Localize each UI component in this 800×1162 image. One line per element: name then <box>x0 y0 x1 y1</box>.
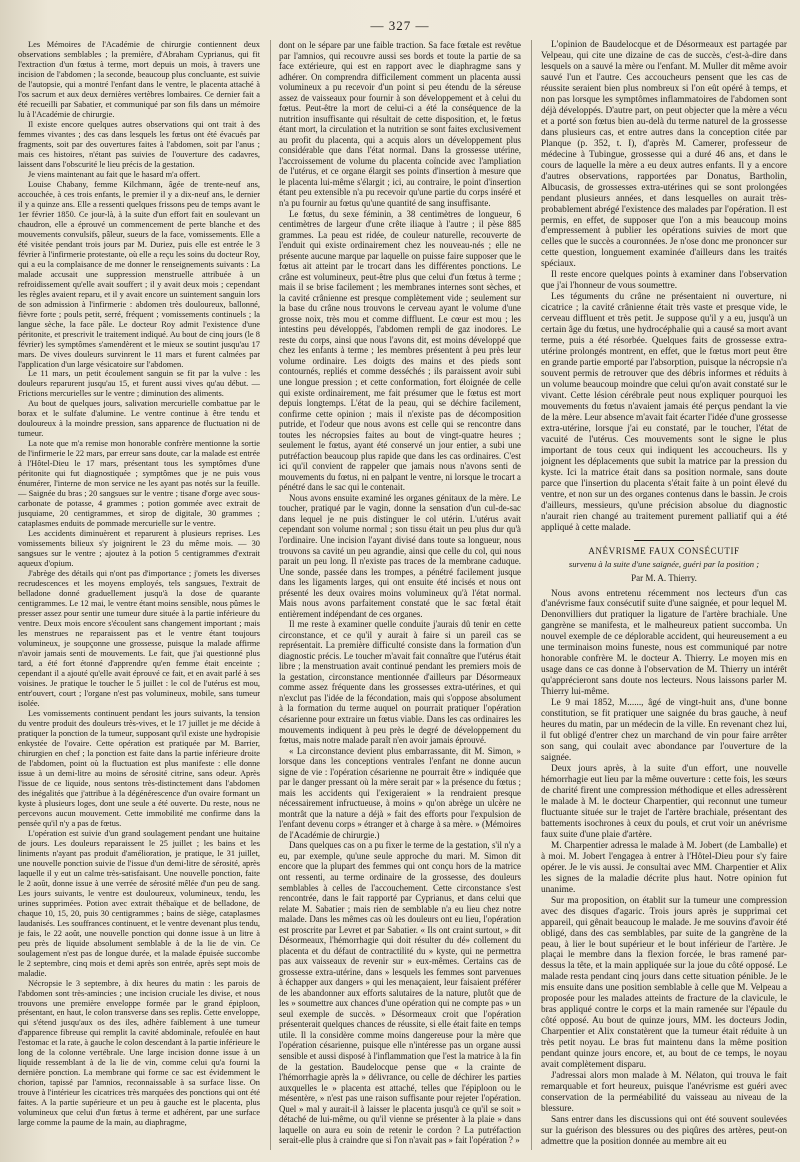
paragraph: Les vomissements continuent pendant les jours suivants, la tension du ventre produit des douleurs très-vives, et le 17 juillet je me décide à pratiquer la ponction de la tumeur, supposant qu'il existe une hydropisie enkystée de l'ovaire. Cette opération est pratiquée par M. Barrier, chirurgien en chef ; la ponction est faite dans la partie inférieure droite de l'abdomen, point où la fluctuation est plus manifeste : elle donne issue à un demi-litre au moins de sérosité citrine, sans odeur. Après l'issue de ce liquide, nous sentons très-distinctement dans l'abdomen des inégalités que j'attribue à la dégénérescence d'un ovaire formant un kyste à plusieurs loges, dont une seule a été ouverte. Du reste, nous ne percevons aucun mouvement. Cette immobilité me confirme dans la pensée qu'il n'y a pas de fœtus. <box>18 708 260 828</box>
paragraph: L'opinion de Baudelocque et de Désormeaux est partagée par Velpeau, qui cite une dizaine de cas de succès, c'est-à-dire dans lesquels on a sauvé la mère ou l'enfant. M. Muller dit même avoir sauvé l'un et l'autre. Ces accoucheurs pensent que les cas de réussite seraient bien plus nombreux si l'on eût opéré à temps, et non pas lorsque les symptômes inflammatoires de l'abdomen sont déjà développés. D'autre part, on peut objecter que la mère a vécu et a porté son fœtus bien au-delà du terme naturel de la grossesse dans plusieurs cas, et entre autres dans la conception citée par Planque (p. 352, t. I), d'après M. Camerer, professeur de médecine à Tubingue, grossesse qui a duré 46 ans, et dans le cours de laquelle la mère a eu deux autres enfants. Il y a encore d'autres observations, rapportées par Donatus, Bartholin, Albucasis, de grossesses extra-utérines qui se sont prolongées pendant plusieurs années, et dans lesquelles on aurait très-probablement abrégé l'existence des malades par l'opération. Il est permis, en effet, de supposer que l'on a mis beaucoup moins d'empressement à publier les opérations suivies de mort que celles que le succès a couronnées. Je n'ose donc me prononcer sur cette question, longuement examinée d'ailleurs dans les traités spéciaux. <box>541 40 787 270</box>
paragraph: Il me reste à examiner quelle conduite j'aurais dû tenir en cette circonstance, et ce qu'il y aurait à faire si un pareil cas se représentait. La première difficulté consiste dans la formation d'un diagnostic précis. Le toucher m'avait fait connaître que l'utérus était libre ; la menstruation avait continué pendant les premiers mois de la gestation, circonstance mentionnée d'ailleurs par Désormeaux comme assez fréquente dans les grossesses extra-utérines, et qui n'exclut pas l'idée de la fécondation, mais qui s'oppose absolument à la formation du terme auquel on pourrait pratiquer l'opération césarienne pour extraire un fœtus viable. Dans les cas ordinaires les mouvements indiquent à peu près le degré de développement du fœtus, mais notre malade paraît n'en avoir jamais éprouvé. <box>279 619 521 746</box>
paragraph: J'abrège des détails qui n'ont pas d'importance ; j'omets les diverses recrudescences et les moyens employés, tels sangsues, l'extrait de belladone donné graduellement jusqu'à la dose de quarante centigrammes. Le 12 mai, le ventre étant moins sensible, nous pûmes le presser assez pour sentir une tumeur dure située à la partie inférieure du ventre. Deux mois encore s'écoulent sans changement important ; mais les menstrues ne reparaissent pas et le ventre étant toujours volumineux, je soupçonne une grossesse, puisque la malade affirme n'avoir jamais senti de mouvements. Le fait, que j'ai questionné plus tard, a été fort étonné d'apprendre qu'en femme était enceinte ; cependant il a ajouté qu'elle avait éprouvé ce fait, et en avait parlé à ses voisines. Je pratique le toucher le 5 juillet : le col de l'utérus est mou, entr'ouvert, court ; l'organe n'est pas volumineux, mobile, sans tumeur isolée. <box>18 569 260 708</box>
paragraph: Nous avons entretenu récemment nos lecteurs d'un cas d'anévrisme faux consécutif suite d'une saignée, et pour lequel M. Denonvilliers dut pratiquer la ligature de l'artère brachiale. Une gangrène se manifesta, et le malheureux patient succomba. Un nouvel exemple de ce déplorable accident, qui heureusement a eu une terminaison moins funeste, nous est communiqué par notre honorable confrère M. le docteur A. Thierry. Le moyen mis en usage dans ce cas donne à l'observation de M. Thierry un intérêt qu'apprécieront sans doute nos lecteurs. Nous laissons parler M. Thierry lui-même. <box>541 588 787 698</box>
paragraph: La note que m'a remise mon honorable confrère mentionne la sortie de l'infirmerie le 22 mars, par erreur sans doute, car la malade est entrée à l'Hôtel-Dieu le 17 mars, présentant tous les symptômes d'une péritonite qui fut diagnostiquée ; symptômes que je ne puis vous énumérer, l'interne de mon service ne les ayant pas notés sur la feuille. — Saignée du bras ; 20 sangsues sur le ventre ; tisane d'orge avec sous-carbonate de potasse, 4 grammes ; potion gommée avec extrait de jusquiame, 20 centigrammes, et sirop de digitale, 30 grammes ; cataplasmes enduits de pommade mercurielle sur le ventre. <box>18 439 260 529</box>
paragraph: Nécropsie le 3 septembre, à dix heures du matin : les parois de l'abdomen sont très-amincies ; une incision cruciale les divise, et nous trouvons une première enveloppe formée par le grand épiploon, présentant, en haut, le colon transverse dans ses replis. Cette enveloppe, qui s'étend jusqu'aux os des iles, adhère faiblement à une tumeur d'apparence fibreuse qui remplit la cavité abdominale, refoulée en haut l'estomac et la rate, à gauche le colon descendant à la partie inférieure le long de la colonne vertébrale. Une large incision donne issue à un liquide ressemblant à de la lie de vin, comme celui qu'a fourni la dernière ponction. La membrane qui forme ce sac est évidemment le chorion, tapissé par l'amnios, reconnaissable à sa surface lisse. On trouve à l'intérieur les cicatrices très marquées des ponctions qui ont été faites. A la partie supérieure et un peu à gauche est le placenta, plus volumineux que celui d'un fœtus à terme et adhérent, par une surface large comme la paume de la main, au diaphragme, <box>18 978 260 1128</box>
article-subtitle: survenu à la suite d'une saignée, guéri par la position ; <box>568 558 760 569</box>
paragraph: Louise Chabany, femme Kilchmann, âgée de trente-neuf ans, accouchée, à ces trois enfants, le premier il y a dix-neuf ans, le dernier il y a quinze ans. Elle a ressenti quelques frissons peu de temps avant le 1er février 1850. Ce jour-là, à la suite d'un effort fait en soulevant un chaudron, elle a éprouvé un commencement de perte blanche et des mouvements convulsifs, pâleur, sueurs de la face, vomissements. Elle a été visitée pendant trois jours par M. Duriez, puis elle est entrée le 3 février à l'infirmerie protestante, où elle a reçu les soins du docteur Roy, qui a eu la complaisance de me donner le renseignements suivants : La malade accusait une suppression menstruelle attribuée à un refroidissement qu'elle avait souffert ; il y avait deux mois ; cependant les règles avaient reparu, et il y avait encore un suintement sanguin lors de son admission à l'infirmerie : abdomen très douloureux, ballonné, fièvre forte ; pouls petit, serré, fréquent ; vomissements continuels ; la langue sèche, la face pâle. Le docteur Roy admit l'existence d'une péritonite, et prescrivit le traitement indiqué. Au bout de cinq jours (le 8 février) les symptômes s'amendèrent et le mieux se soutint jusqu'au 17 mars. De vives douleurs survinrent le 11 mars et furent calmées par l'application d'un large vésicatoire sur l'abdomen. <box>18 179 260 369</box>
paragraph: L'opération est suivie d'un grand soulagement pendant une huitaine de jours. Les douleurs reparaissent le 25 juillet ; les bains et les liniments n'ayant pas produit d'amélioration, je pratique, le 31 juillet, une nouvelle ponction suivie de l'issue d'un demi-litre de sérosité, après laquelle il y eut un calme très-satisfaisant. Une nouvelle ponction, faite le 2 août, donne issue à une verrée de sérosité mêlée d'un peu de sang. Les jours suivants, le ventre est douloureux, volumineux, tendu, les urines supprimées. Potion avec extrait thébaïque et de belladone, de chaque 10, 15, 20, puis 30 centigrammes ; bains de siège, cataplasmes laudanisés. Les souffrances continuent, et le ventre devenant plus tendu, je fais, le 22 août, une nouvelle ponction qui donne issue à un litre à peu près de liquide absolument semblable à de la lie de vin. Ce soulagement n'est pas de longue durée, et la malade épuisée succombe le 2 septembre, cinq mois et demi après son entrée, après sept mois de maladie. <box>18 828 260 978</box>
text-column-2 <box>279 40 521 1154</box>
paragraph: Je viens maintenant au fait que le hasard m'a offert. <box>28 169 201 179</box>
quotation: « La circonstance devient plus embarrassante, dit M. Simon, » lorsque dans les conceptions ventrales l'enfant ne donne aucun signe de vie : l'opération césarienne ne pourrait être » indiquée que par le danger pressant où la mère serait par » la présence du fœtus ; mais les accidents qui l'exigeraient » la rendraient presque nécessairement infructueuse, à moins » qu'on abrège un ulcère ne montrât que la nature a déjà » fait des efforts pour l'expulsion de l'enfant devenu corps » étranger et à charge à sa mère. » (Mémoires de l'Académie de chirurgie.) <box>279 745 521 840</box>
article-title: ANÉVRISME FAUX CONSÉCUTIF <box>588 545 740 556</box>
text-column-1 <box>18 40 260 1154</box>
paragraph: Les accidents diminuèrent et reparurent à plusieurs reprises. Les vomissements bilieux s'y joignirent le 23 du même mois. — 30 sangsues sur le ventre ; ajoutez à la potion 5 centigrammes d'extrait aqueux d'opium. <box>18 529 260 569</box>
paragraph: Le 9 mai 1852, M......, âgé de vingt-huit ans, d'une bonne constitution, se fit pratiquer une saignée du bras gauche, à neuf heures du matin, par un médecin de la ville. En revenant chez lui, il fut obligé d'entrer chez un marchand de vin pour faire arrêter son sang, qui coulait avec abondance par l'ouverture de la saignée. <box>541 698 787 764</box>
paragraph: Le fœtus, du sexe féminin, a 38 centimètres de longueur, 6 centimètres de largeur d'une crête iliaque à l'autre ; il pèse 885 grammes. La peau est ridée, de couleur naturelle, recouverte de l'enduit qui existe ordinairement chez les nouveau-nés ; elle ne présente aucune marque par laquelle on puisse faire supposer que le fœtus ait atteint par le trocart dans les différentes ponctions. Le crâne est volumineux, peut-être plus que celui d'un fœtus à terme ; mais il se brise facilement ; les membranes internes sont sèches, et la cavité crânienne est presque complètement vide ; seulement sur la base du crâne nous trouvons le cerveau ayant le volume d'une grosse noix, très mou et comme diffluent. Le cœur est mou ; les intestins peu développés, l'abdomen rempli de gaz inodores. Le reste du corps, ainsi que nous l'avons dit, est moins développé que chez les enfants à terme ; les membres présentent à peu près leur volume ordinaire. Les doigts des mains et des pieds sont contournés, repliés et comme desséchés ; ils paraissent avoir subi une longue pression ; et cette conformation, fort éloignée de celle qui existe ordinairement, me fait présumer que le fœtus est mort depuis longtemps. L'état de la peau, qui se déchire facilement, confirme cette opinion ; mais il n'existe pas de décomposition putride, et l'odeur que nous avons est celle qui se rencontre dans toutes les nécropsies faites au bout de vingt-quatre heures ; seulement le fœtus, ayant été conservé un jour entier, a subi une putréfaction beaucoup plus rapide que dans les cas ordinaires. C'est ici qu'il convient de rappeler que jamais nous n'avons senti de mouvements du fœtus, ni en palpant le ventre, ni lorsque le trocart a pénétré dans le sac qui le contenait. <box>279 208 521 493</box>
paragraph: J'adressai alors mon malade à M. Nélaton, qui trouva le fait remarquable et fort heureux, puisque l'anévrisme est guéri avec conservation de la perméabilité du vaisseau au niveau de la blessure. <box>541 1071 787 1115</box>
paragraph: M. Charpentier adressa le malade à M. Jobert (de Lamballe) et à moi. M. Jobert l'engagea à entrer à l'Hôtel-Dieu pour s'y faire opérer. Je le vis aussi. Je consultai avec MM. Charpentier et Alix les signes de la maladie décrite plus haut. Notre opinion fut unanime. <box>541 840 787 895</box>
paragraph: Sur ma proposition, on établit sur la tumeur une compression avec des disques d'agaric. Trois jours après je supprimai cet appareil, qui gênait beaucoup le malade. Je me souvins d'avoir été obligé, dans des cas semblables, par suite de la gangrène de la peau, à lier le bout supérieur et le bout inférieur de l'artère. Je plaçai le membre dans la flexion forcée, le bras ramené par-dessus la tête, et la main appliquée sur la joue du côté opposé. Le malade resta pendant cinq jours dans cette situation pénible. Je le mis ensuite dans une position semblable à celle que M. Velpeau a proposée pour les malades atteints de fracture de la clavicule, le bras appliqué contre le corps et la main ramenée sur l'épaule du côté opposé. Au bout de quinze jours, MM. les docteurs Jodin, Charpentier et Alix constatèrent que la tumeur était réduite à un très petit noyau. Le bras fut maintenu dans la même position pendant quinze jours encore, et, au bout de ce temps, le noyau avait complètement disparu. <box>541 895 787 1071</box>
paragraph: Dans quelques cas on a pu fixer le terme de la gestation, s'il n'y a eu, par exemple, qu'une seule approche du mari. M. Simon dit encore que la plupart des femmes qui ont conçu hors de la matrice ont ressenti, au terme ordinaire de la grossesse, des douleurs semblables à celles de l'accouchement. Cette circonstance s'est rencontrée, dans le fait rapporté par Cyprianus, et dans celui que relate M. Sabatier ; mais rien de semblable n'a eu lieu chez notre malade. Dans les mêmes cas où les douleurs ont eu lieu, l'opération est proscrite par Levret et par Sabatier. « Ils ont craint surtout, » dit Désormeaux, l'hémorrhagie qui doit résulter du dé» collement du placenta et du défaut de contractilité du » kyste, qui ne permettra pas aux vaisseaux de revenir sur » eux-mêmes. Certains cas de grossesse extra-utérine, dans » lesquels les femmes sont parvenues à échapper aux dangers » qui les menaçaient, leur faisaient préférer de les abandonner aux efforts salutaires de la nature, plutôt que de les » soumettre aux chances d'une opération qui ne compte pas » un seul exemple de succès. » Désormeaux croit que l'opération présenterait quelques chances de réussite, si elle était faite en temps utile. Il la considère comme moins dangereuse pour la mère que l'opération césarienne, puisque elle n'intéresse pas un organe aussi sensible et aussi disposé à l'inflammation que l'est la matrice à la fin de la gestation. Baudelocque pense que « la crainte de l'hémorrhagie après la » délivrance, ou celle de déchirer les parties auxquelles le » placenta est attaché, telles que l'épiploon ou le mésentère, » n'est pas une raison suffisante pour rejeter l'opération. Quel » mal y aurait-il à laisser le placenta jusqu'à ce qu'il se soit » détaché de lui-même, ou qu'il vienne se présenter à la plaie » dans laquelle on aura eu soin de retenir le cordon ? La putréfaction serait-elle plus à craindre que si l'on n'avait pas » fait l'opération ? » <box>279 840 521 1146</box>
paragraph: Il reste encore quelques points à examiner dans l'observation que j'ai l'honneur de vous soumettre. <box>541 270 787 292</box>
paragraph: Les téguments du crâne ne présentaient ni ouverture, ni cicatrice ; la cavité crânienne était très vaste et presque vide, le cerveau diffluent et très petit. Je suppose qu'il y a eu, jusqu'à un certain âge du fœtus, une hydrocéphalie qui a causé sa mort avant terme, puis a été résorbée. Quelques faits de grossesse extra-utérine prolongés montrent, en effet, que le fœtus mort peut être en grande partie emporté par l'absorption, puisque la nécropsie n'a souvent permis de retrouver que des débris informes et réduits à un volume beaucoup moindre que celui qu'on avait constaté sur le vivant. Cette lésion cérébrale peut nous expliquer pourquoi les mouvements du fœtus n'avaient jamais été perçus pendant la vie de la mère. Leur absence m'avait fait écarter l'idée d'une grossesse extra-utérine, lorsque j'ai eu constaté, par le toucher, l'état de vacuité de l'utérus. Ces mouvements sont le signe le plus important de tous ceux qui indiquent les accoucheurs. Ils y joignent les déplacements que subit la matrice par la pression du kyste. Ici la matrice était dans sa position normale, sans doute parce que l'insertion du placenta s'était faite à un point élevé du ventre, et non sur un des organes contenus dans le bassin. Je crois d'ailleurs, messieurs, qu'une précision absolue du diagnostic n'aurait rien changé au traitement purement palliatif qui a été appliqué à cette malade. <box>541 292 787 533</box>
text-column-3 <box>541 40 787 1154</box>
section-rule <box>634 540 694 541</box>
paragraph: Deux jours après, à la suite d'un effort, une nouvelle hémorrhagie eut lieu par la même ouverture : cette fois, les sœurs de charité firent une compression méthodique et elles adressèrent le malade à M. le docteur Charpentier, qui reconnut une tumeur fluctuante située sur le trajet de l'artère brachiale, présentant des battements isochrones à ceux du pouls, et crut voir un anévrisme faux suite d'une plaie d'artère. <box>541 764 787 840</box>
paragraph: Au bout de quelques jours, salivation mercurielle combattue par le borax et le sulfate d'alumine. Le ventre continue à être tendu et douloureux à la moindre pression, sans apparence de fluctuation ni de tumeur. <box>18 399 260 439</box>
paragraph: Les Mémoires de l'Académie de chirurgie contiennent deux observations semblables ; la première, d'Abraham Cyprianus, qui fit l'extraction d'un fœtus à terme, mort depuis un mois, à travers une incision de l'abdomen ; la seconde, beaucoup plus concluante, est suivie de l'autopsie, qui a montré l'enfant dans le ventre, le placenta attaché à l'os sacrum et aux deux dernières vertèbres lombaires. Ce dernier fait a été recueilli par Sabatier, et communiqué par son fils dans un mémoire lu à l'Académie de chirurgie. <box>18 40 260 119</box>
page-number: — 327 — <box>370 18 430 33</box>
column-separator <box>531 40 532 1150</box>
paragraph: dont on le sépare par une faible traction. Sa face fœtale est revêtue par l'amnios, qui recouvre aussi ses bords et toute la partie de sa face extérieure, qui est en rapport avec le diaphragme sans y adhérer. On comprendra difficilement comment un placenta aussi volumineux a pu recevoir d'un point si peu étendu de la séreuse assez de vaisseaux pour fournir à son développement et à celui du fœtus. Peut-être la mort de celui-ci a été la conséquence de la nutrition insuffisante qui résultait de cette disposition, et, le fœtus étant mort, la circulation et la nutrition se sont faites exclusivement au profit du placenta, qui a acquis alors un développement plus considérable que dans l'état normal. Dans la grossesse utérine, l'accroissement de volume du placenta coïncide avec l'ampliation de l'utérus, et ce organe élargit ses points d'insertion à mesure que le placenta lui-même s'élargit ; ici, au contraire, le point d'insertion étant peu extensible n'a pu recevoir qu'une partie du corps inséré et n'a pu fournir au fœtus qu'une quantité de sang insuffisante. <box>279 40 521 208</box>
paragraph: Il existe encore quelques autres observations qui ont trait à des femmes vivantes ; des cas dans lesquels les fœtus ont été évacués par fragments, soit par des ouvertures faites à l'abdomen, soit par l'anus ; mais ces histoires, n'étant pas suivies de l'ouverture des cadavres, laissent dans l'obscurité le lieu précis de la gestation. <box>18 119 260 169</box>
column-separator <box>270 40 271 1150</box>
paragraph: Nous avons ensuite examiné les organes génitaux de la mère. Le toucher, pratiqué par le vagin, donne la sensation d'un cul-de-sac dans lequel je ne puis distinguer le col utérin. L'utérus avait cependant son volume normal ; son tissu était un peu plus dur qu'à l'ordinaire. Une incision l'ayant divisé dans toute sa longueur, nous trouvons sa cavité un peu agrandie, ainsi que celle du col, qui nous parait un peu long. Il n'existe pas traces de la membrane caduque. Une sonde, passée dans les trompes, a pénétré facilement jusque dans les ligaments larges, qui ont ensuite été incisés et nous ont présenté les deux ovaires moins volumineux qu'à l'état normal. Mais nous avons parfaitement constaté que le sac fœtal était entièrement indépendant de ces organes. <box>279 492 521 619</box>
article-author: Par M. A. Thierry. <box>631 572 697 583</box>
paragraph: Sans entrer dans les discussions qui ont été souvent soulevées sur la guérison des blessures ou des piqûres des artères, peut-on admettre que la position donnée au membre ait eu <box>541 1115 787 1147</box>
paragraph: Le 11 mars, un petit écoulement sanguin se fit par la vulve : les douleurs reparurent jusqu'au 15, et furent aussi vives qu'au début. — Frictions mercurielles sur le ventre ; diminution des aliments. <box>18 369 260 399</box>
